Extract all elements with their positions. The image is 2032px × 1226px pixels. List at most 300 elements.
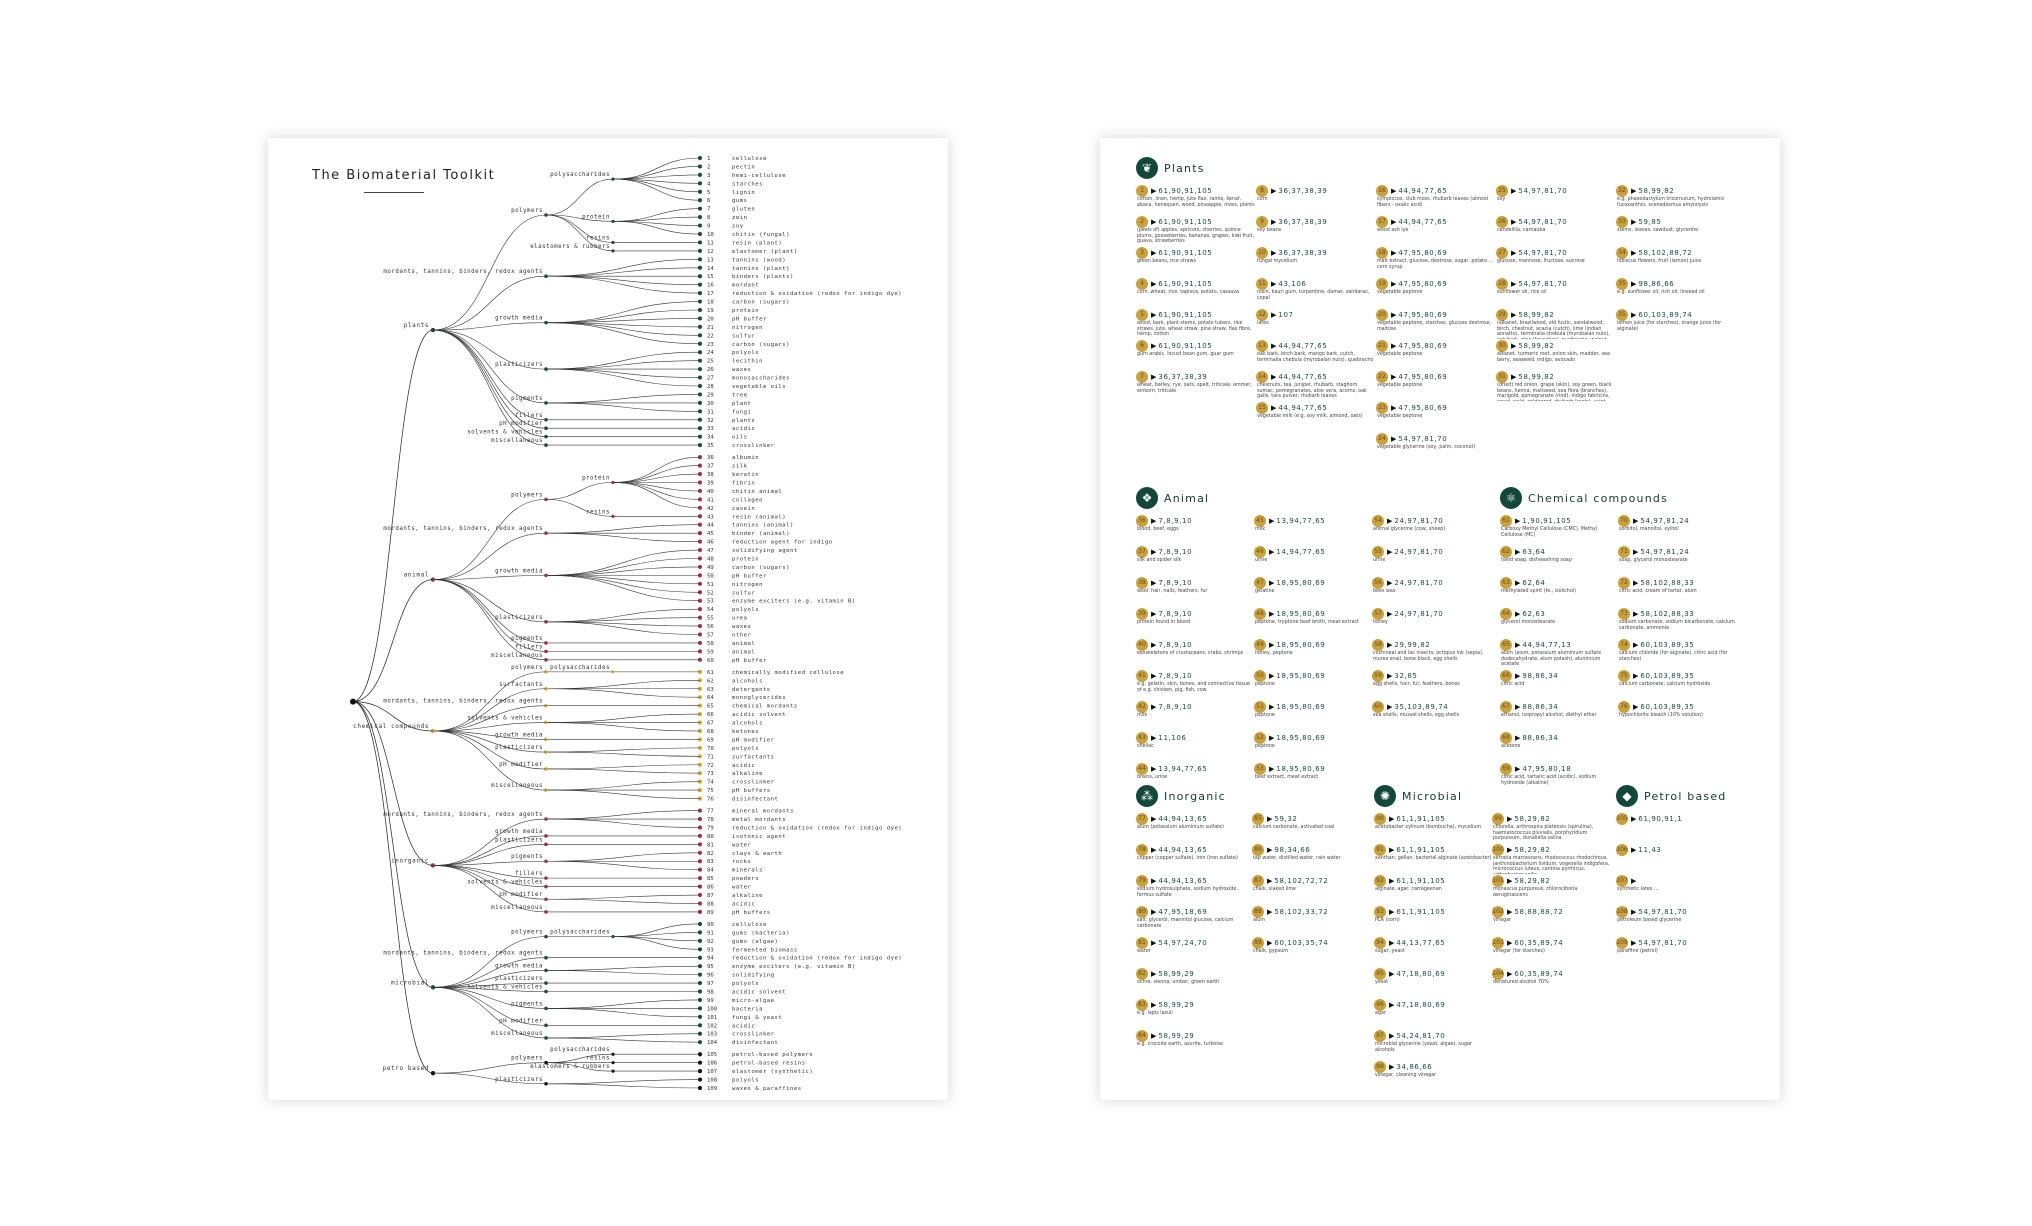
leaf-number: 25 [707,358,714,365]
cross-references: 44,94,77,65 [1398,217,1448,226]
cross-references: 58,99,29 [1158,969,1195,978]
entry-number-badge: 60 [1372,701,1384,713]
tree-edge [546,819,700,827]
material-entry [1376,246,1496,277]
examples-text: peptone, tryptone beef broth, meat extract [1255,620,1359,625]
section-column [1500,514,1618,793]
entry-number-badge: 92 [1374,875,1386,887]
section-title: Plants [1164,161,1205,175]
entry-row [1376,277,1496,290]
section-header [1500,486,1740,510]
leaf-label: mordant [732,282,760,289]
tree-edge [546,853,700,861]
leaf-number: 78 [707,817,714,824]
examples-text: vegetable peptone [1377,383,1423,388]
entry-row [1136,762,1254,775]
material-entry [1372,576,1490,607]
arrow-icon: ▶ [1631,248,1637,257]
cross-references: 58,102,33,72 [1274,907,1329,916]
entry-row [1136,370,1256,383]
entry-number-badge: 75 [1618,670,1630,682]
entry-number-badge: 22 [1376,371,1388,383]
section-column [1372,514,1490,793]
entry-row [1374,812,1492,825]
entry-row [1376,339,1496,352]
cross-references: 61,1,91,105 [1396,814,1446,823]
cross-references: 88,86,34 [1522,733,1559,742]
entry-number-badge: 8 [1256,185,1268,197]
section-columns [1136,184,1772,463]
examples-text: peptone [1255,744,1275,749]
entry-number-badge: 100 [1492,844,1504,856]
subcategory-label: protein [582,214,610,221]
cross-references: 59,32 [1274,814,1298,823]
section-column [1136,812,1252,1060]
leaf-number: 15 [707,274,714,281]
tree-edge [546,369,700,377]
leaf-number: 14 [707,265,714,272]
material-entry [1136,669,1254,700]
leaf-number: 17 [707,291,714,298]
cross-references: 44,94,77,13 [1522,640,1572,649]
section-column [1256,184,1376,463]
entry-row [1376,215,1496,228]
leaf-label: polyols [732,350,760,357]
entry-number-badge: 95 [1374,968,1386,980]
leaf-number: 80 [707,833,714,840]
entry-row [1616,308,1736,321]
leaf-number: 108 [707,1077,718,1084]
leaf-label: gums [732,198,748,205]
leaf-number: 74 [707,779,714,786]
examples-text: latex [1257,321,1269,326]
entry-number-badge: 43 [1136,732,1148,744]
material-entry [1136,843,1252,874]
entry-row [1618,514,1736,527]
entry-row [1376,308,1496,321]
entry-row [1136,700,1254,713]
arrow-icon: ▶ [1151,547,1157,556]
leaf-label: acidic solvent [732,712,787,719]
entry-row [1136,215,1256,228]
category-label: fillers [515,871,543,878]
material-entry [1376,401,1496,432]
entry-number-badge: 70 [1618,515,1630,527]
arrow-icon: ▶ [1389,1000,1395,1009]
entry-row [1254,545,1372,558]
arrow-icon: ▶ [1507,876,1513,885]
entry-number-badge: 12 [1256,309,1268,321]
entry-number-badge: 47 [1254,577,1266,589]
leaf-label: pH buffers [732,909,771,916]
tree-edge [353,702,433,1074]
section-column [1376,184,1496,463]
leaf-number: 63 [707,686,714,693]
leaf-number: 64 [707,695,714,702]
category-label: polymers [511,664,543,671]
material-entry [1496,215,1616,246]
material-entry [1618,669,1736,700]
arrow-icon: ▶ [1515,547,1521,556]
leaf-number: 62 [707,678,714,685]
entry-row [1372,576,1490,589]
entry-number-badge: 4 [1136,278,1148,290]
arrow-icon: ▶ [1389,845,1395,854]
material-entry [1136,545,1254,576]
leaf-number: 38 [707,472,714,479]
material-entry [1616,246,1736,277]
leaf-label: acidic solvent [732,989,787,996]
arrow-icon: ▶ [1271,186,1277,195]
category-label: fillers [515,412,543,419]
leaf-label: cellulose [732,156,767,162]
cross-references: 59,85 [1638,217,1662,226]
entry-number-badge: 54 [1372,515,1384,527]
tree-edge [353,702,433,988]
cross-references: 60,103,35,74 [1274,938,1329,947]
leaf-number: 101 [707,1014,718,1021]
leaf-number: 10 [707,232,714,238]
leaf-label: fungi [732,409,752,416]
arrow-icon: ▶ [1389,814,1395,823]
material-entry [1376,215,1496,246]
leaf-number: 96 [707,972,714,979]
arrow-icon: ▶ [1391,341,1397,350]
category-label: fillers [515,644,543,651]
material-entry [1252,843,1368,874]
leaf-label: tannins (animal) [732,522,794,529]
cross-references: 7,8,9,10 [1158,547,1193,556]
subcategory-label: resins [586,1055,610,1062]
arrow-icon: ▶ [1267,938,1273,947]
arrow-icon: ▶ [1633,547,1639,556]
arrow-icon: ▶ [1389,938,1395,947]
entry-number-badge: 63 [1500,577,1512,589]
tree-edge [546,276,700,293]
category-label: pH modifier [499,892,543,899]
examples-text: (dried) red onion, grape (skin), soy green, black beans, henna, maltseed, sea flora (branches), marigold, pomegranate (rind), indigo fabricins, [1497,383,1612,400]
cross-references: 58,102,72,72 [1274,876,1329,885]
cross-references: 47,95,80,69 [1398,372,1448,381]
leaf-label: disinfectant [732,796,779,803]
material-entry [1376,432,1496,463]
leaf-label: carbon (sugars) [732,341,791,348]
subcategory-label: polysaccharides [550,664,610,671]
leaf-label: pectin [732,164,756,171]
leaf-label: albumin [732,455,760,462]
entry-number-badge: 79 [1136,875,1148,887]
entry-number-badge: 37 [1136,546,1148,558]
leaf-label: gluten [732,206,756,213]
examples-text: alum (alum, potassium aluminium sulfate dodecahydrate, alum potash), aluminium acetate [1501,651,1602,668]
cross-references: 44,94,77,65 [1278,341,1328,350]
entry-row [1136,812,1252,825]
entry-row [1256,277,1376,290]
arrow-icon: ▶ [1271,403,1277,412]
tree-edge [546,1008,700,1016]
cross-references: 58,29,82 [1514,814,1551,823]
arrow-icon: ▶ [1511,279,1517,288]
entry-number-badge: 99 [1492,813,1504,825]
entry-row [1616,215,1736,228]
entry-number-badge: 42 [1136,701,1148,713]
category-label: plasticizers [495,362,543,369]
arrow-icon: ▶ [1387,609,1393,618]
leaf-number: 49 [707,564,714,571]
material-entry [1136,936,1252,967]
entry-number-badge: 29 [1496,309,1508,321]
examples-text: rosin, kauri gum, turpentine, damar, sandarac, copal [1257,290,1370,301]
material-entry [1136,607,1254,638]
examples-text: hand soap, dishwashing soap [1501,558,1572,563]
entry-number-badge: 44 [1136,763,1148,775]
leaf-label: alcohols [732,678,763,685]
cross-references: 13,94,77,65 [1276,516,1326,525]
entry-number-badge: 80 [1136,906,1148,918]
entry-number-badge: 38 [1136,577,1148,589]
cross-references: 47,95,80,69 [1398,341,1448,350]
leaf-number: 83 [707,859,714,866]
tree-edge [546,533,700,541]
tree-edge [546,769,700,773]
cross-references: 7,8,9,10 [1158,640,1193,649]
leaf-number: 55 [707,615,714,622]
tree-edge [546,966,700,970]
leaf-number: 72 [707,762,714,769]
arrow-icon: ▶ [1507,938,1513,947]
material-entry [1136,700,1254,731]
entry-number-badge: 101 [1492,875,1504,887]
examples-text: cochineal and lac insects, octopus ink (sepia), murex snail, bone black, egg shells [1373,651,1484,662]
entry-row [1136,277,1256,290]
arrow-icon: ▶ [1269,516,1275,525]
entry-row [1136,246,1256,259]
material-entry [1496,308,1616,339]
leaf-label: powders [732,876,760,883]
tree-edge [613,482,700,490]
section-column [1492,812,1610,1091]
leaf-number: 75 [707,788,714,795]
cross-references: 60,103,89,74 [1638,310,1693,319]
material-entry [1256,246,1376,277]
arrow-icon: ▶ [1151,969,1157,978]
tree-edge [433,330,546,445]
category-label: pH modifier [499,1018,543,1025]
arrow-icon: ▶ [1151,372,1157,381]
material-entry [1256,215,1376,246]
cross-references: 58,99,82 [1638,186,1675,195]
entry-row [1136,874,1252,887]
material-entry [1374,1029,1492,1060]
examples-text: acetobacter xylinum (kombucha), mycelium [1375,825,1482,830]
cross-references: 36,37,38,39 [1278,217,1328,226]
toolkit-tree [268,138,948,1100]
cross-references: 44,94,13,65 [1158,814,1208,823]
entry-number-badge: 98 [1374,1061,1386,1073]
examples-text: honey, peptone [1255,651,1293,656]
leaf-label: soy [732,223,744,230]
cross-references: 44,94,77,65 [1398,186,1448,195]
entry-row [1254,700,1372,713]
arrow-icon: ▶ [1151,609,1157,618]
entry-number-badge: 50 [1254,670,1266,682]
entry-number-badge: 88 [1252,906,1264,918]
arrow-icon: ▶ [1151,516,1157,525]
leaf-number: 102 [707,1023,718,1030]
arrow-icon: ▶ [1631,814,1637,823]
entry-row [1136,638,1254,651]
material-entry [1616,308,1736,339]
cross-references: 47,18,80,69 [1396,1000,1446,1009]
entry-row [1252,843,1368,856]
leaf-number: 105 [707,1052,718,1059]
cross-references: 44,94,77,65 [1278,372,1328,381]
entry-row [1374,967,1492,980]
entry-number-badge: 17 [1376,216,1388,228]
leaf-label: tannins (plant) [732,265,791,272]
entry-number-badge: 69 [1500,763,1512,775]
entry-number-badge: 59 [1372,670,1384,682]
leaf-number: 52 [707,590,714,597]
leaf-label: hemi-cellulose [732,172,787,179]
section-column [1616,812,1734,967]
leaf-number: 89 [707,909,714,916]
subcategory-label: elastomers & rubbers [530,243,610,250]
leaf-label: monoglycerides [732,695,787,702]
examples-text: oak bark, birch bark, mango bark, cutch, terminalia chebula (myrobalan nuts), quebracho [1257,352,1374,363]
examples-text: serratia marcescens, rhodococcus rhodochrous, janthinobacterium lividum, vogesella indigofera, micrococcus luteus, cantina pyrrhicus, [1493,856,1610,873]
leaf-label: tannins (wood) [732,257,787,264]
cross-references: 62,63 [1522,609,1546,618]
material-entry [1136,638,1254,669]
section-header [1616,784,1756,808]
entry-number-badge: 53 [1254,763,1266,775]
entry-number-badge: 16 [1376,185,1388,197]
leaf-label: water [732,842,752,849]
leaf-number: 81 [707,842,714,849]
entry-row [1492,812,1610,825]
cross-references: 58,99,82 [1518,372,1555,381]
entry-number-badge: 71 [1618,546,1630,558]
material-entry [1136,576,1254,607]
arrow-icon: ▶ [1271,372,1277,381]
examples-text: vegetable milk (e.g. soy milk, almond, oats) [1257,414,1363,419]
cross-references: 47,95,18,69 [1158,907,1208,916]
leaf-label: alcohols [732,720,763,727]
leaf-label: polyols [732,981,760,988]
examples-text: wheat, barley, rye, oats, spelt, triticale, emmer, einkorn, triticale [1137,383,1252,394]
material-entry [1374,1060,1492,1091]
examples-text: stems, leaves, sawdust, glycerine [1617,228,1699,233]
entry-number-badge: 103 [1492,937,1504,949]
leaf-number: 20 [707,316,714,323]
material-entry [1254,669,1372,700]
examples-text: sorbitol, mannitol, xylitol [1619,527,1679,532]
cross-references: 61,90,91,105 [1158,310,1213,319]
arrow-icon: ▶ [1387,702,1393,711]
examples-text: chlorella, arthrospira platensis (spirulina), haematococcus pluvialis, porphyridium purpureum, dunaliella salina [1493,825,1594,842]
category-label: solvents & vehicles [467,715,543,722]
section-inorganic [1136,784,1368,1060]
leaf-number: 26 [707,367,714,374]
cross-references: 60,103,89,35 [1640,702,1695,711]
examples-text: (alkanet, brazilwood, old fustic, sandalwood, birch, chestnut, acacia (cutch), lime (indian annatto), terminalia chebula (myrobalan nuts), [1497,321,1610,338]
subcategory-label: resins [586,509,610,516]
examples-text: vinegar [1493,918,1512,923]
cross-references: 47,95,80,18 [1522,764,1572,773]
leaf-label: polyols [732,745,760,752]
category-label: plasticizers [495,1076,543,1083]
arrow-icon: ▶ [1269,764,1275,773]
section-header [1136,486,1492,510]
leaf-number: 43 [707,514,714,521]
cross-references: 60,103,89,35 [1640,671,1695,680]
cross-references: 61,90,91,105 [1158,341,1213,350]
examples-text: milk [1137,713,1148,718]
leaf-number: 28 [707,384,714,390]
cross-references: 58,102,88,33 [1640,578,1695,587]
leaf-number: 59 [707,649,714,656]
entry-number-badge: 39 [1136,608,1148,620]
cross-references: 24,97,81,70 [1394,516,1444,525]
leaf-number: 77 [707,808,714,815]
entry-number-badge: 74 [1618,639,1630,651]
material-entry [1496,246,1616,277]
material-entry [1254,700,1372,731]
entry-row [1492,967,1610,980]
leaf-number: 93 [707,947,714,954]
section-header [1136,784,1368,808]
leaf-number: 94 [707,955,714,962]
cross-references: 107 [1278,310,1294,319]
leaf-number: 8 [707,215,711,222]
arrow-icon: ▶ [1507,845,1513,854]
examples-text: calcium chloride (for alginate), citric acid (for starches) [1619,651,1728,662]
tree-edge [546,1038,700,1042]
examples-text: chalk, slaked lime [1253,887,1296,892]
examples-text: protein found in blood [1137,620,1191,625]
leaf-number: 87 [707,893,714,900]
arrow-icon: ▶ [1631,907,1637,916]
entry-number-badge: 49 [1254,639,1266,651]
material-entry [1492,843,1610,874]
examples-text: wood, bark, plant stems, potato tubers, rice straws, jute, wheat straw, pine straw, flax fibre, hemp, cotton [1137,321,1252,338]
category-label: pigments [511,395,543,402]
leaf-label: polyols [732,607,760,614]
category-label: plasticizers [495,976,543,983]
leaf-number: 95 [707,964,714,971]
entry-row [1492,905,1610,918]
material-entry [1616,936,1734,967]
examples-text: e.g. gelatin, skin, bones, and connective tissue of e.g. chicken, pig, fish, cow [1137,682,1250,693]
arrow-icon: ▶ [1631,938,1637,947]
examples-text: sodium carbonate, sodium bicarbonate, calcium carbonate, ammonia [1619,620,1735,631]
arrow-icon: ▶ [1387,640,1393,649]
arrow-icon: ▶ [1151,186,1157,195]
leaf-label: binder (animal) [732,531,791,538]
arrow-icon: ▶ [1633,640,1639,649]
leaf-label: lecithin [732,358,763,365]
category-label: growth media [495,963,543,970]
entry-row [1500,576,1618,589]
entry-row [1618,576,1736,589]
section-column [1618,514,1736,793]
leaf-label: tree [732,392,748,399]
examples-text: vinegar, cleaning vinegar [1375,1073,1437,1078]
leaf-label: solidifying [732,972,775,979]
leaf-number: 85 [707,876,714,883]
entry-number-badge: 15 [1256,402,1268,414]
